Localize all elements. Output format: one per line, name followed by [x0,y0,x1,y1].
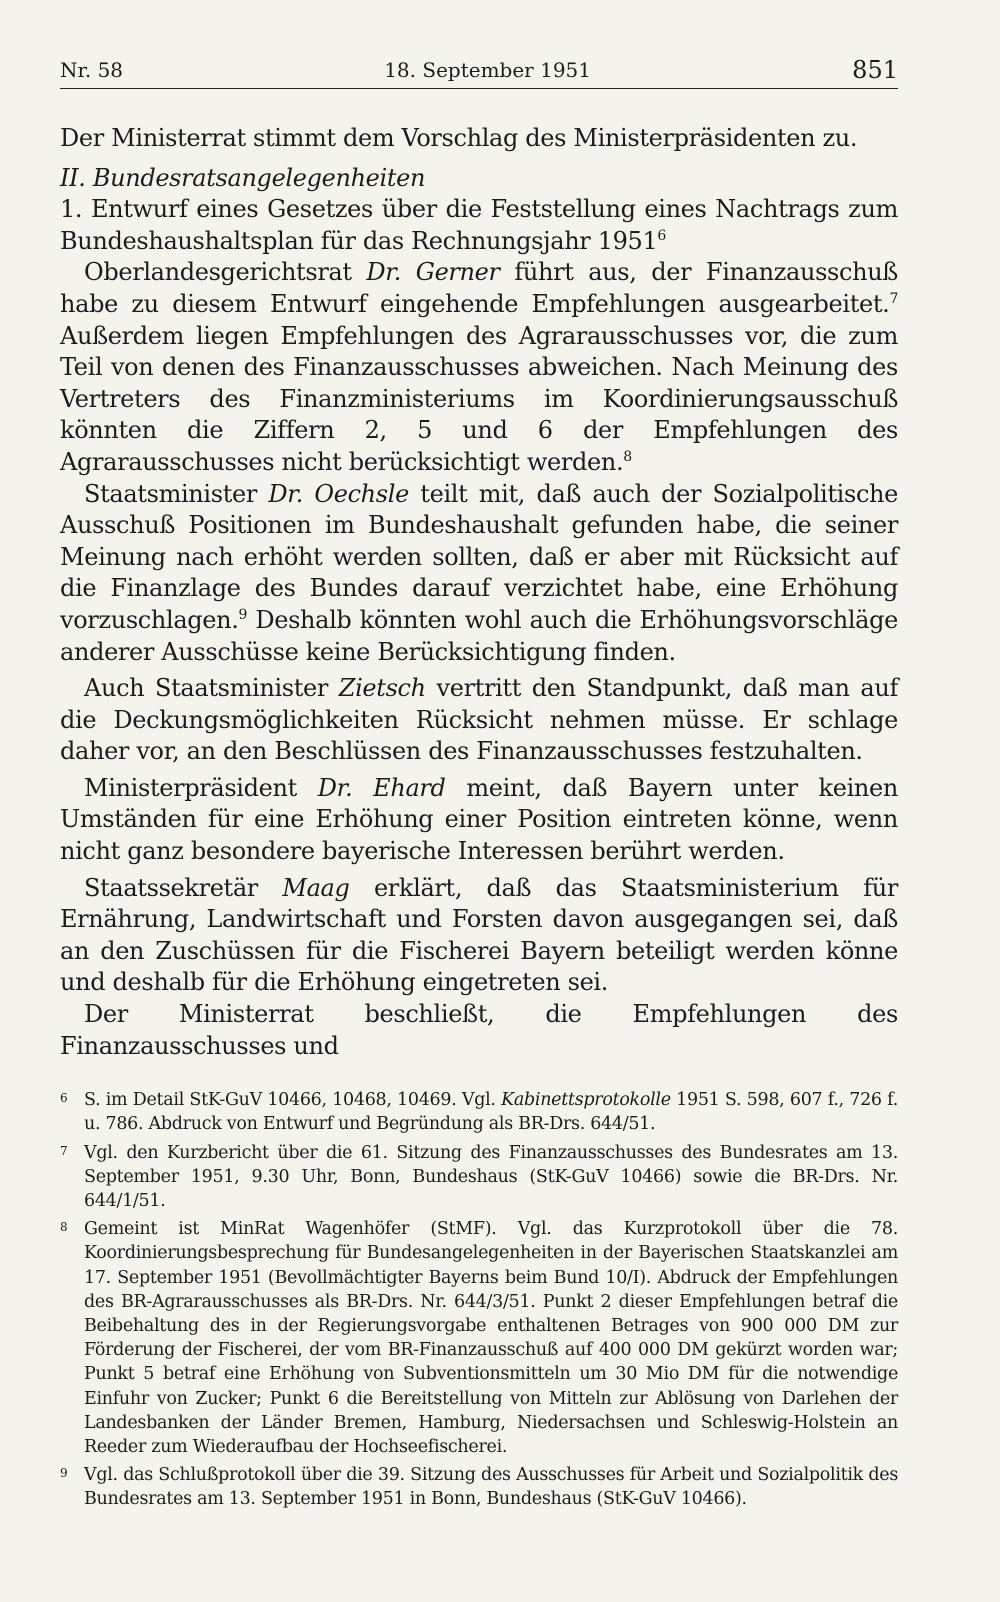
paragraph-ehard [60,773,898,868]
speaker-name: Dr. Gerner [366,258,500,287]
main-text [60,123,898,1062]
publication-title: Kabinettsprotokolle [501,1090,671,1111]
text-run: Außerdem liegen Empfehlungen des Agrarausschusses vor, die zum Teil von denen des Finanzausschusses abweichen. Nach Meinung des Vertreters des Finanzministeriums im Koordinierungsausschuß könnten die Ziffern 2, 5 und 6 der Empfehlungen des Agrarausschusses nicht berücksichtigt werden. [60,321,898,476]
agenda-item-text: 1. Entwurf eines Gesetzes über die Feststellung eines Nachtrags zum Bundeshaushaltsplan für das Rechnungsjahr 1951 [60,195,898,255]
footnote-ref: 6 [657,227,666,244]
text-run: 1951 S. 598, 607 f., 726 f. u. 786. Abdruck von Entwurf und Begründung als BR-Drs. 644/51. [84,1090,898,1135]
paragraph-maag [60,873,898,999]
paragraph-resolution: Der Ministerrat stimmt dem Vorschlag des Ministerpräsidenten zu. [60,124,858,152]
footnote [60,1141,898,1214]
paragraph-gerner [60,257,898,478]
page-number: 851 [852,56,898,84]
footnote-number: 6 [60,1091,68,1106]
speaker-name: Dr. Ehard [317,773,446,802]
header-date: 18. September 1951 [384,58,591,82]
footnote [60,1217,898,1459]
footnote [60,1088,898,1136]
text-run: teilt mit, daß auch der Sozialpolitische Ausschuß Positionen im Bundeshaushalt gefunden habe, die seiner Meinung nach erhöht werden sollten, daß er aber mit Rücksicht auf die Finanzlage des Bundes darauf verzichtet habe, eine Erhöhung vorzuschlagen. [60,479,898,634]
paragraph-decision: Der Ministerrat beschließt, die Empfehlungen des Finanzausschusses und [60,1000,898,1060]
text-run: Ministerpräsident [84,773,318,802]
paragraph-oechsle [60,479,898,669]
footnote-text: Gemeint ist MinRat Wagenhöfer (StMF). Vgl. das Kurzprotokoll über die 78. Koordinierungsbesprechung für Bundesangelegenheiten in der Bayerischen Staatskanzlei am 17. September 1951 (Bevollmächtigter Bayerns beim Bund 10/I). Abdruck der Empfehlungen des BR-Agrarausschusses als BR-Drs. Nr. 644/3/51. Punkt 2 dieser Empfehlungen betraf die Beibehaltung des in der Regierungsvorgabe enthaltenen Betrages von 900 000 DM zur Förderung der Fischerei, der vom BR-Finanzausschuß auf 400 000 DM gekürzt worden war; Punkt 5 betraf eine Erhöhung von Subventionsmitteln um 30 Mio DM für die notwendige Einfuhr von Zucker; Punkt 6 die Bereitstellung von Mitteln zur Ablösung von Darlehen der Landesbanken der Länder Bremen, Hamburg, Niedersachsen und Schleswig-Holstein an Reeder zum Wiederaufbau der Hochseefischerei. [84,1219,898,1458]
text-run: Auch Staatsminister [84,674,339,703]
footnote-text: Vgl. den Kurzbericht über die 61. Sitzung des Finanzausschusses des Bundesrates am 13. September 1951, 9.30 Uhr, Bonn, Bundeshaus (StK-GuV 10466) sowie die BR-Drs. Nr. 644/1/51. [84,1142,898,1212]
issue-number: Nr. 58 [60,58,124,82]
footnote [60,1463,898,1511]
footnote-number: 8 [60,1220,68,1235]
text-run: Staatsminister [84,479,269,508]
text-run: vertritt den Standpunkt, daß man auf die Deckungsmöglichkeiten Rücksicht nehmen müsse. Er schlage daher vor, an den Beschlüssen des Finanzausschusses festzuhalten. [60,674,898,766]
footnote-ref: 8 [623,448,632,465]
footnote-text: Vgl. das Schlußprotokoll über die 39. Sitzung des Ausschusses für Arbeit und Sozialpolitik des Bundesrates am 13. September 1951 in Bonn, Bundeshaus (StK-GuV 10466). [84,1465,898,1510]
text-run: meint, daß Bayern unter keinen Umständen für eine Erhöhung einer Position eintreten könne, wenn nicht ganz besondere bayerische Interessen berührt werden. [60,773,899,866]
speaker-name: Maag [282,873,350,902]
text-run: S. im Detail StK-GuV 10466, 10468, 10469. Vgl. [84,1090,502,1111]
running-header [60,58,898,89]
paragraph-zietsch [60,673,898,768]
footnote-number: 7 [60,1143,68,1158]
footnote-number: 9 [60,1466,68,1481]
document-page [60,58,898,1516]
text-run: Deshalb könnten wohl auch die Erhöhungsvorschläge anderer Ausschüsse keine Berücksichtigung finden. [60,605,898,666]
footnotes [60,1088,898,1511]
footnote-ref: 9 [238,606,248,623]
text-run: erklärt, daß das Staatsministerium für Ernährung, Landwirtschaft und Forsten davon ausgegangen sei, daß an den Zuschüssen für die Fischerei Bayern beteiligt werden könne und deshalb für die Erhöhung eingetreten sei. [60,873,898,997]
speaker-name: Zietsch [338,674,426,703]
footnote-text [84,1088,898,1136]
section-title: II. Bundesratsangelegenheiten [60,163,426,192]
text-run: führt aus, der Finanzausschuß habe zu diesem Entwurf eingehende Empfehlungen ausgearbeitet. [60,258,898,318]
speaker-name: Dr. Oechsle [268,479,409,508]
text-run: Oberlandesgerichtsrat [84,258,367,287]
agenda-item-1 [60,194,898,257]
footnote-ref: 7 [889,290,898,307]
text-run: Staatssekretär [84,873,283,902]
